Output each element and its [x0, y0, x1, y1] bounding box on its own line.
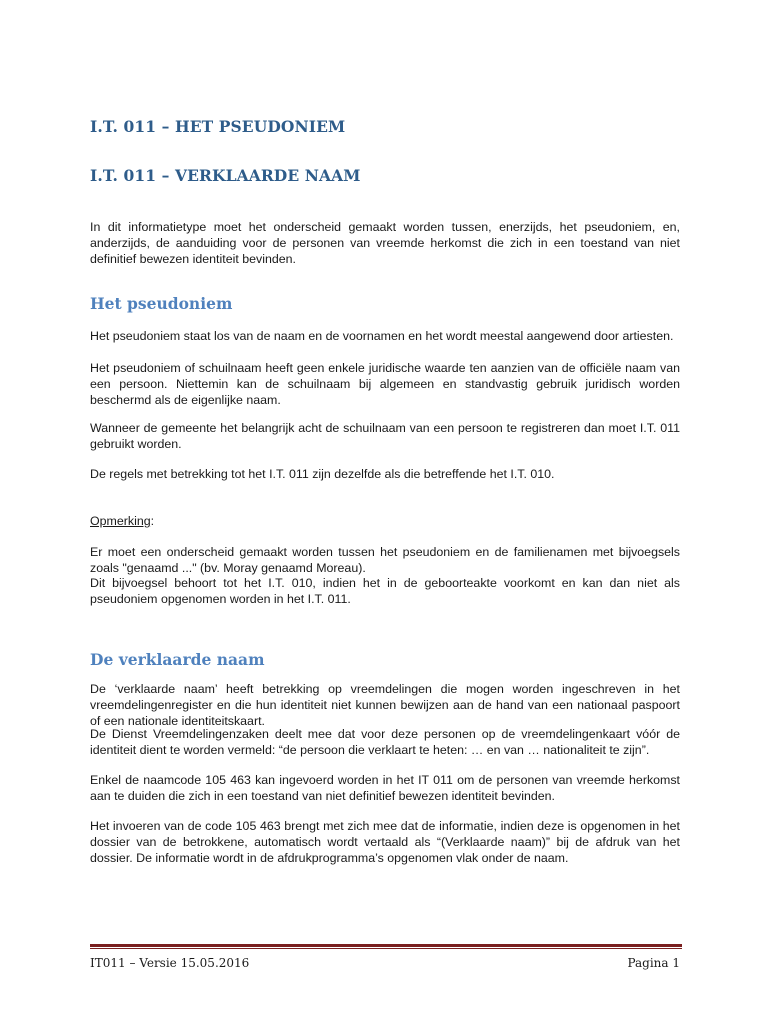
verklaarde-naam-paragraph-1: De ‘verklaarde naam’ heeft betrekking op vreemdelingen die mogen worden ingeschreven in het vreemdelingenregister en die hun identiteit niet kunnen bewijzen aan de hand van een nationaal paspoort of een nationale identiteitskaart. [90, 682, 680, 728]
section-heading-pseudoniem: Het pseudoniem [90, 294, 233, 313]
section-heading-verklaarde-naam: De verklaarde naam [90, 650, 265, 669]
remark-paragraph-1: Er moet een onderscheid gemaakt worden tussen het pseudoniem en de familienamen met bijvoegsels zoals "genaamd ..." (bv. Moray genaamd Moreau). [90, 545, 680, 575]
pseudoniem-paragraph-2: Het pseudoniem of schuilnaam heeft geen enkele juridische waarde ten aanzien van de officiële naam van een persoon. Niettemin kan de schuilnaam bij algemeen en standvastig gebruik juridisch worden beschermd als de eigenlijke naam. [90, 361, 680, 407]
pseudoniem-paragraph-4: De regels met betrekking tot het I.T. 011 zijn dezelfde als die betreffende het I.T. 010. [90, 467, 555, 481]
verklaarde-naam-paragraph-3: Enkel de naamcode 105 463 kan ingevoerd worden in het IT 011 om de personen van vreemde herkomst aan te duiden die zich in een toestand van niet definitief bewezen identiteit bevinden. [90, 773, 680, 803]
footer-page-number: Pagina 1 [627, 956, 680, 970]
remark-label: Opmerking [90, 514, 151, 528]
footer-divider [90, 944, 682, 947]
verklaarde-naam-paragraph-4: Het invoeren van de code 105 463 brengt met zich mee dat de informatie, indien deze is opgenomen in het dossier van de betrokkene, automatisch wordt vertaald als “(Verklaarde naam)” bij de afdruk van het dossier. De informatie wordt in de afdrukprogramma’s opgenomen vlak onder de naam. [90, 819, 680, 865]
footer-version: IT011 – Versie 15.05.2016 [90, 956, 250, 970]
intro-paragraph: In dit informatietype moet het onderscheid gemaakt worden tussen, enerzijds, het pseudoniem, en, anderzijds, de aanduiding voor de personen van vreemde herkomst die zich in een toestand van niet definitief bewezen identiteit bevinden. [90, 220, 680, 266]
remark-line [90, 514, 680, 530]
document-title-verklaarde-naam: I.T. 011 – VERKLAARDE NAAM [90, 166, 361, 185]
remark-colon: : [150, 514, 155, 528]
pseudoniem-paragraph-3: Wanneer de gemeente het belangrijk acht de schuilnaam van een persoon te registreren dan moet I.T. 011 gebruikt worden. [90, 421, 680, 451]
verklaarde-naam-paragraph-2: De Dienst Vreemdelingenzaken deelt mee dat voor deze personen op de vreemdelingenkaart vóór de identiteit dient te worden vermeld: “de persoon die verklaart te heten: … en van … nationaliteit te zijn”. [90, 727, 680, 757]
remark-paragraph-2: Dit bijvoegsel behoort tot het I.T. 010, indien het in de geboorteakte voorkomt en kan dan niet als pseudoniem opgenomen worden in het I.T. 011. [90, 576, 680, 606]
pseudoniem-paragraph-1: Het pseudoniem staat los van de naam en de voornamen en het wordt meestal aangewend door artiesten. [90, 329, 674, 343]
document-title-pseudoniem: I.T. 011 – HET PSEUDONIEM [90, 117, 346, 136]
footer-divider-thin [90, 948, 682, 949]
